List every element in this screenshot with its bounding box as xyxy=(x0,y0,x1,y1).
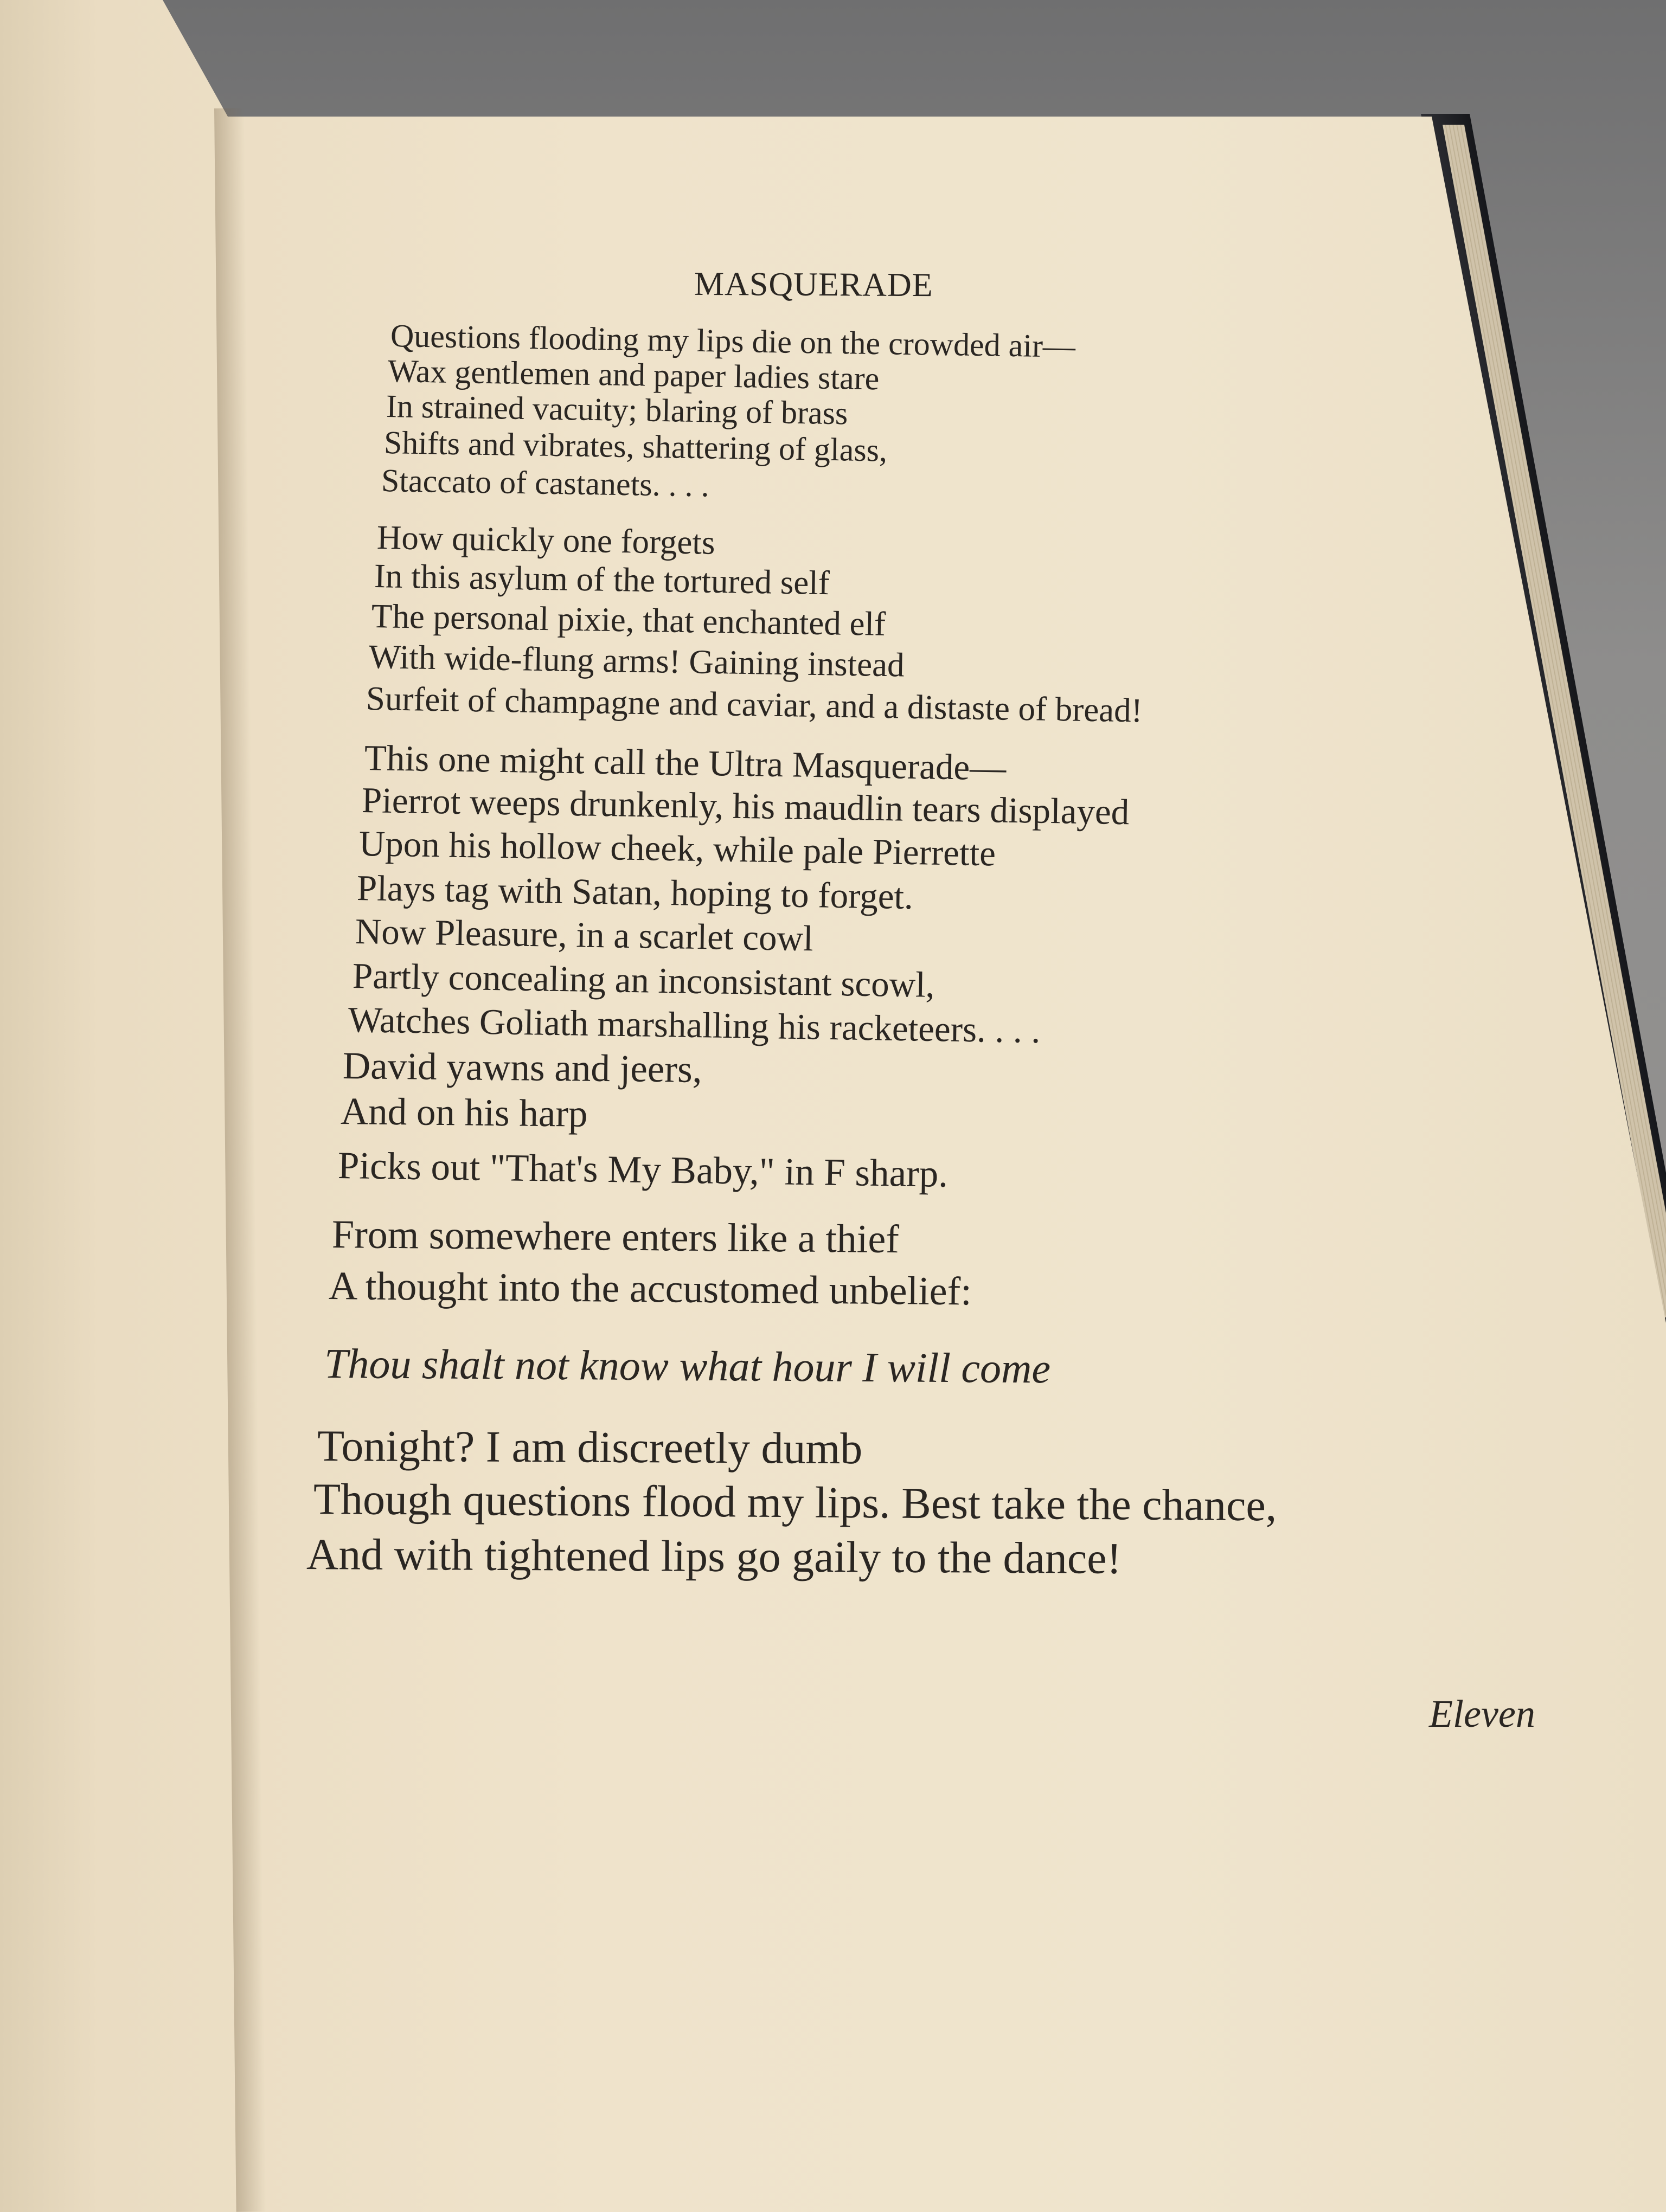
poem-line: Shifts and vibrates, shattering of glass, xyxy=(383,425,888,468)
poem-line: Picks out "That's My Baby," in F sharp. xyxy=(337,1144,949,1195)
poem-line: And on his harp xyxy=(340,1090,588,1135)
poem-line: Though questions flood my lips. Best take the chance, xyxy=(313,1474,1277,1531)
poem-line-italic: Thou shalt not know what hour I will come xyxy=(324,1340,1051,1392)
poem-line: Wax gentlemen and paper ladies stare xyxy=(387,353,880,397)
poem-line: From somewhere enters like a thief xyxy=(331,1212,900,1262)
poem-line: In this asylum of the tortured self xyxy=(374,557,830,602)
poem-line: This one might call the Ultra Masquerade— xyxy=(364,738,1007,788)
poem-line: Upon his hollow cheek, while pale Pierrette xyxy=(358,824,996,874)
poem-line: Tonight? I am discreetly dumb xyxy=(317,1421,863,1474)
page-number: Eleven xyxy=(1429,1692,1535,1735)
poem-line: And with tightened lips go gaily to the dance! xyxy=(306,1529,1122,1583)
poem-line: Now Pleasure, in a scarlet cowl xyxy=(355,911,814,959)
poem-title: MASQUERADE xyxy=(694,265,933,304)
poem-line: In strained vacuity; blaring of brass xyxy=(386,388,848,432)
poem-line: With wide-flung arms! Gaining instead xyxy=(368,638,905,684)
poem-line: David yawns and jeers, xyxy=(342,1045,702,1091)
poem-line: A thought into the accustomed unbelief: xyxy=(328,1264,972,1314)
poem-line: Questions flooding my lips die on the crowded air— xyxy=(390,318,1076,364)
poem-line: How quickly one forgets xyxy=(376,518,715,562)
poem-line: Watches Goliath marshalling his racketeers. . . . xyxy=(348,1000,1041,1051)
poem-line: Partly concealing an inconsistant scowl, xyxy=(352,956,935,1005)
poem-line: Pierrot weeps drunkenly, his maudlin tears displayed xyxy=(361,780,1130,833)
poem-line: Surfeit of champagne and caviar, and a distaste of bread! xyxy=(366,679,1143,730)
poem-line: Staccato of castanets. . . . xyxy=(381,462,710,504)
poem-line: The personal pixie, that enchanted elf xyxy=(371,597,886,643)
poem-line: Plays tag with Satan, hoping to forget. xyxy=(356,868,914,917)
